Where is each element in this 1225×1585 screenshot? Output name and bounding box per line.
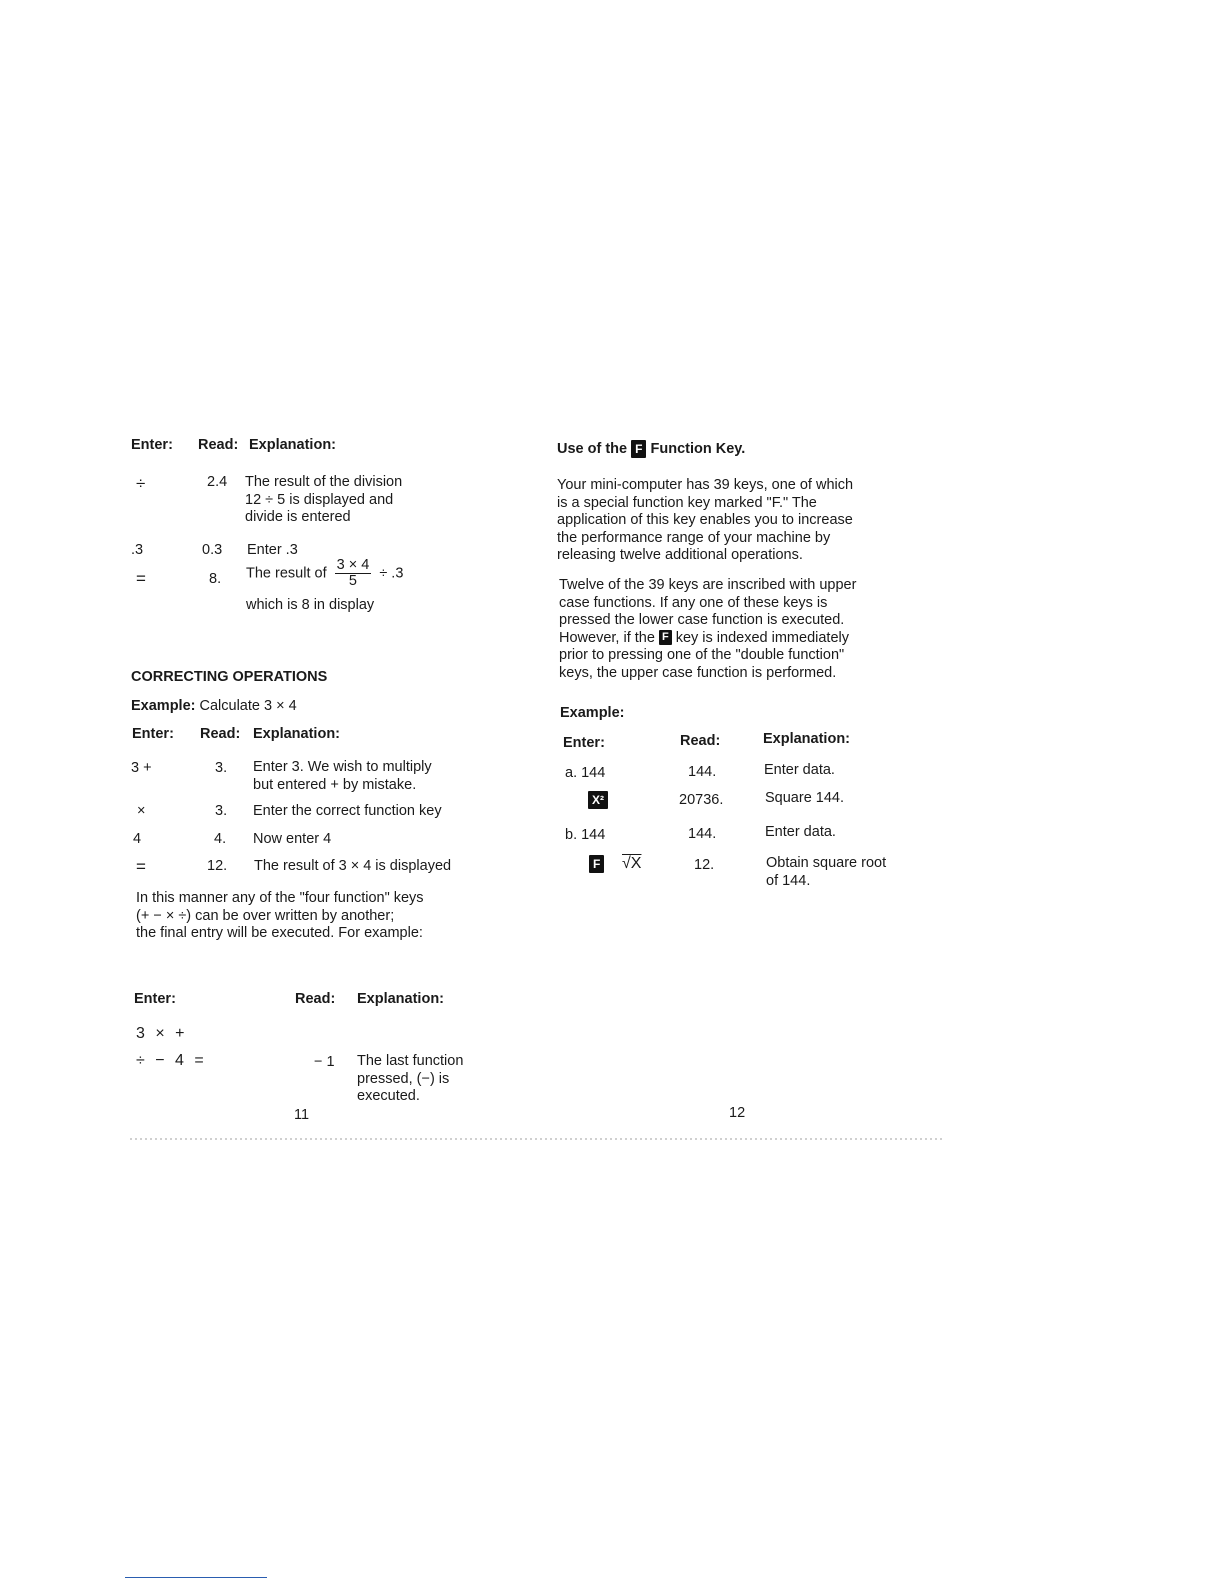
key-divide: ÷ — [136, 474, 146, 493]
read-header: Read: — [198, 437, 239, 453]
f-key-icon: F — [589, 855, 604, 873]
explanation-text: Enter data. — [764, 762, 835, 778]
sqrt-key-label: √X — [622, 855, 642, 872]
key-4: 4 — [133, 831, 142, 847]
example-label: Example: — [560, 705, 625, 721]
f-key-icon: F — [659, 630, 672, 645]
read-value: 0.3 — [202, 542, 223, 558]
explanation-text: The last function pressed, (−) is executed. — [357, 1053, 464, 1104]
enter-header: Enter: — [563, 735, 605, 751]
enter-value: a. 144 — [565, 765, 606, 781]
read-value: 12. — [207, 858, 228, 874]
body-paragraph: In this manner any of the "four function" keys (+ − × ÷) can be over written by another; the final entry will be executed. For example: — [136, 890, 424, 941]
key-sequence: 3 × + — [136, 1025, 185, 1042]
section-title: Use of the F Function Key. — [557, 440, 746, 457]
bottom-rule — [125, 1577, 267, 1578]
read-value: 12. — [694, 857, 715, 873]
explanation-header: Explanation: — [357, 991, 445, 1007]
read-header: Read: — [680, 733, 721, 749]
enter-header: Enter: — [134, 991, 176, 1007]
explanation-text: Now enter 4 — [253, 831, 332, 847]
enter-header: Enter: — [131, 437, 173, 453]
read-value: 144. — [688, 826, 717, 842]
section-title: CORRECTING OPERATIONS — [131, 669, 328, 685]
read-value: 144. — [688, 764, 717, 780]
enter-value: b. 144 — [565, 827, 606, 843]
read-header: Read: — [295, 991, 336, 1007]
explanation-header: Explanation: — [763, 731, 851, 747]
explanation-text: Enter data. — [765, 824, 836, 840]
fraction-expression: The result of $\frac{3 \times 4}{5}$ ÷ .3 — [246, 557, 404, 590]
explanation-header: Explanation: — [249, 437, 337, 453]
key-sequence: 3 + — [131, 760, 152, 776]
explanation-text: Enter the correct function key — [253, 803, 442, 819]
explanation-header: Explanation: — [253, 726, 341, 742]
f-key-icon: F — [631, 440, 646, 458]
scan-noise-line — [130, 1138, 945, 1140]
key-equals: = — [136, 857, 146, 876]
key-decimal-3: .3 — [131, 542, 144, 558]
page-number: 11 — [294, 1107, 310, 1123]
read-value: 2.4 — [207, 474, 228, 490]
read-value: 20736. — [679, 792, 724, 808]
read-value: 3. — [215, 760, 228, 776]
explanation-text: The result of 3 × 4 is displayed — [254, 858, 452, 874]
body-paragraph: Your mini-computer has 39 keys, one of which is a special function key marked "F." The application of this key enables you to increase the performance range of your machine by releasing twelve additional operations. — [557, 477, 854, 563]
read-value: − 1 — [314, 1054, 335, 1070]
read-value: 3. — [215, 803, 228, 819]
body-paragraph: Twelve of the 39 keys are inscribed with upper case functions. If any one of these keys is pressed the lower case function is executed. However, if the F key is indexed immediately prior to pressing one of the "double function" keys, the upper case function is performed. — [559, 577, 857, 681]
explanation-text: Enter .3 — [247, 542, 298, 558]
example-line: Example: Calculate 3 × 4 — [131, 698, 297, 714]
explanation-text: The result of the division 12 ÷ 5 is displayed and divide is entered — [245, 474, 403, 525]
page-number: 12 — [729, 1105, 746, 1121]
read-value: 8. — [209, 571, 222, 587]
explanation-text: Obtain square root of 144. — [766, 855, 887, 889]
enter-header: Enter: — [132, 726, 174, 742]
read-header: Read: — [200, 726, 241, 742]
explanation-text: Enter 3. We wish to multiply but entered + by mistake. — [253, 759, 432, 793]
key-sequence: ÷ − 4 = — [136, 1052, 204, 1069]
key-equals: = — [136, 569, 146, 588]
read-value: 4. — [214, 831, 227, 847]
explanation-text: Square 144. — [765, 790, 845, 806]
x-squared-key-icon: X² — [588, 791, 608, 809]
key-multiply: × — [137, 803, 146, 819]
explanation-text: which is 8 in display — [246, 597, 375, 613]
